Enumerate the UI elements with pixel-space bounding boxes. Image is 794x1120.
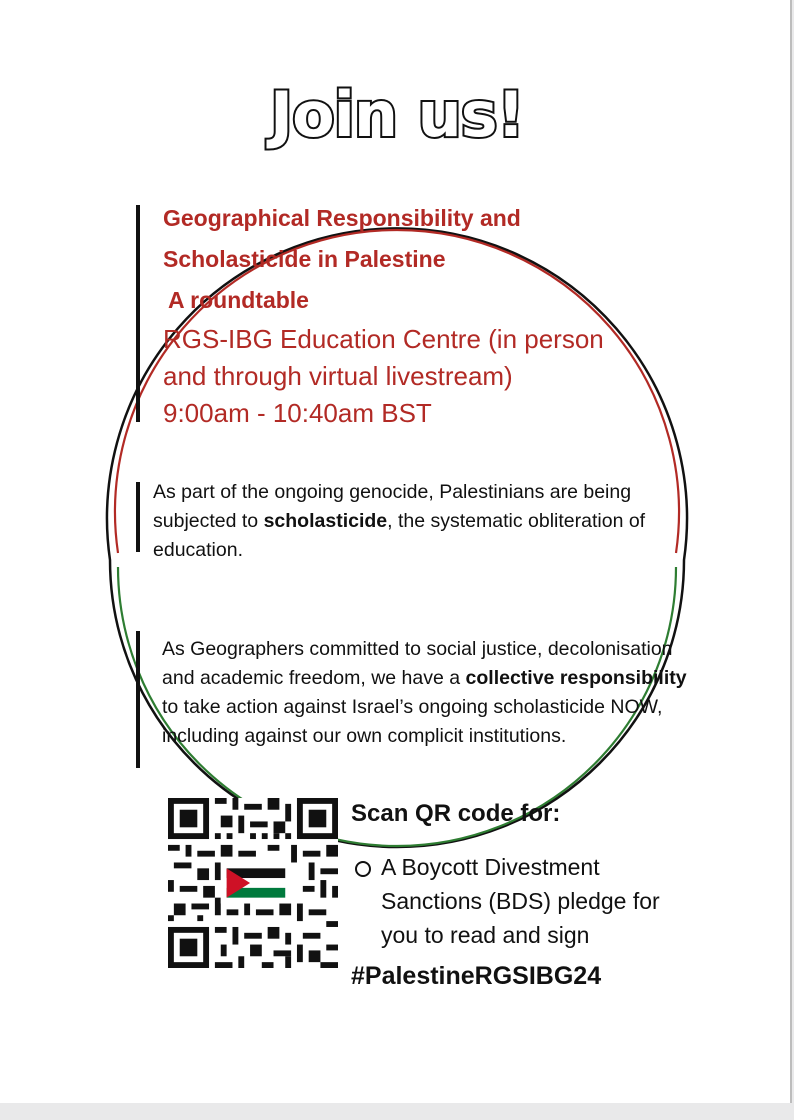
scan-qr-heading: Scan QR code for: <box>351 800 561 827</box>
para2-accent-bar <box>136 631 140 768</box>
bds-pledge-text: A Boycott Divestment Sanctions (BDS) pledge for you to read and sign <box>381 854 660 948</box>
event-accent-bar <box>136 205 140 422</box>
event-title-line-1: Geographical Responsibility and <box>163 205 521 231</box>
palestine-flag-icon <box>221 862 291 903</box>
event-venue-line-2: and through virtual livestream) <box>163 361 513 391</box>
responsibility-paragraph: As Geographers committed to social justice, decolonisation and academic freedom, we have a collective responsibility to take action against Israel’s ongoing scholasticide NOW, including against our own complicit institutions. <box>162 638 687 747</box>
event-format: A roundtable <box>168 287 309 313</box>
bds-pledge-item <box>355 850 695 952</box>
collective-responsibility-term: collective responsibility <box>465 667 687 689</box>
scholasticide-term: scholasticide <box>263 510 388 532</box>
event-title-line-2: Scholasticide in Palestine <box>163 246 446 272</box>
event-time: 9:00am - 10:40am BST <box>163 398 432 428</box>
page-title: Join us! <box>270 78 524 151</box>
qr-code[interactable] <box>168 798 338 968</box>
para1-accent-bar <box>136 482 140 552</box>
circle-bullet-icon <box>355 861 371 877</box>
scholasticide-paragraph: As part of the ongoing genocide, Palestinians are being subjected to scholasticide, the systematic obliteration of education. <box>153 481 646 561</box>
event-details <box>163 198 703 432</box>
hashtag: #PalestineRGSIBG24 <box>351 962 602 990</box>
event-venue-line-1: RGS-IBG Education Centre (in person <box>163 324 604 354</box>
